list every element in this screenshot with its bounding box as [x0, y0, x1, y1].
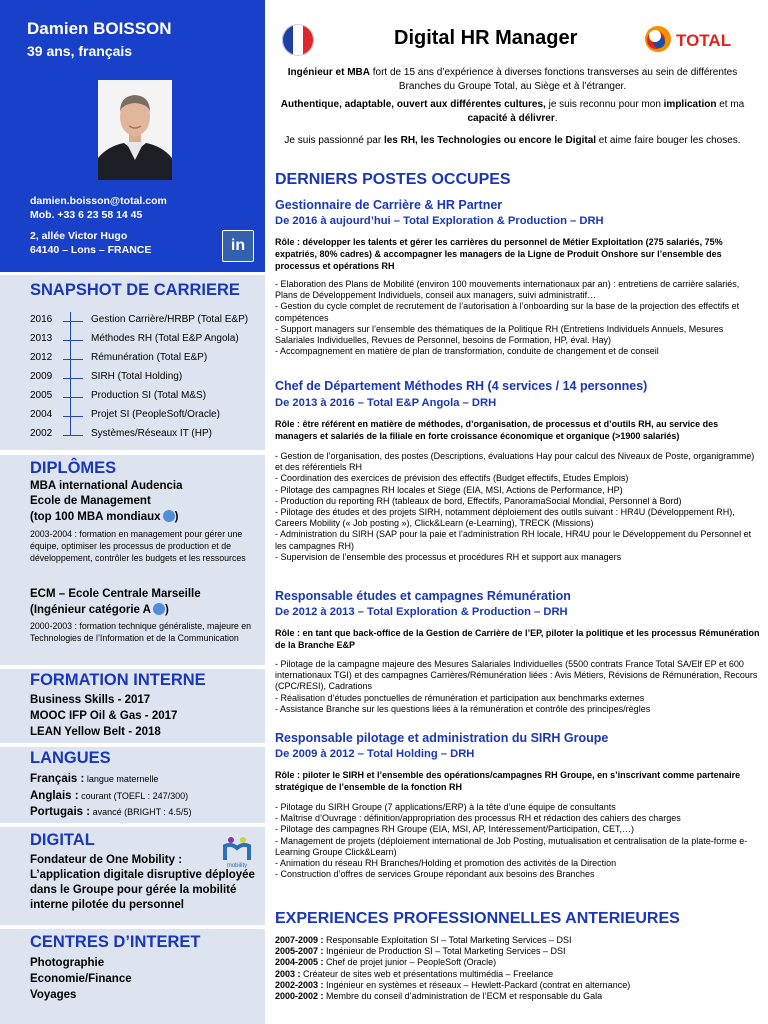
experience-period: 2004-2005 :: [275, 957, 324, 968]
position-subtitle: De 2009 à 2012 – Total Holding – DRH: [275, 748, 475, 760]
list-item: - Supervision de l’ensemble des processus et procédures RH et support aux managers: [275, 551, 622, 562]
digital-section: [0, 827, 265, 925]
interests-section: [0, 929, 265, 1024]
intro-text: fort de 15 ans d’expérience à diverses fonctions transverses au sein de différentes Branches du Groupe Total, au Siège et à l’étranger.: [369, 67, 738, 92]
list-item: - Assistance Branche sur les questions liées à la rémunération et contrôle des principes/règles: [275, 703, 651, 714]
timeline-row: [0, 426, 265, 444]
mobility-logo-text: mobility: [226, 863, 248, 868]
person-name: Damien BOISSON: [27, 19, 172, 38]
diplomas-section: [0, 455, 265, 665]
timeline-tick: [63, 416, 83, 417]
timeline-row: [0, 369, 265, 387]
language-level: courant (TOEFL : 247/300): [78, 791, 189, 801]
experience-text: Ingénieur en systèmes et réseaux – Hewlett-Packard (contrat en alternance): [323, 979, 631, 990]
position-role: Rôle : en tant que back-office de la Gestion de Carrière de l’EP, piloter la politique et les processus Rémunération de la Branche E&P: [275, 628, 760, 650]
interest-item: Photographie: [30, 957, 105, 969]
timeline-year: 2009: [30, 371, 53, 382]
position-title: Gestionnaire de Carrière & HR Partner: [275, 198, 503, 212]
internal-training-section: [0, 669, 265, 743]
timeline-row: [0, 388, 265, 406]
timeline-year: 2012: [30, 352, 53, 363]
experience-text: Ingénieur de Production SI – Total Marketing Services – DSI: [323, 946, 566, 957]
experience-period: 2003 :: [275, 968, 301, 979]
list-item: - Pilotage des campagnes RH locales et Siège (EIA, MSI, Actions de Performance, HP): [275, 484, 623, 495]
timeline-year: 2005: [30, 390, 53, 401]
timeline-year: 2016: [30, 314, 53, 325]
experience-text: Créateur de sites web et présentations multimédia – Freelance: [300, 968, 554, 979]
mobile-text: Mob. +33 6 23 58 14 45: [30, 209, 143, 221]
timeline-tick: [63, 340, 83, 341]
career-snapshot-section: [0, 275, 265, 450]
profile-header: [0, 0, 265, 272]
search-icon: [163, 510, 175, 522]
language-name: Portugais :: [30, 806, 91, 818]
search-icon: [153, 603, 165, 615]
email-text: damien.boisson@total.com: [30, 195, 167, 207]
position-subtitle: De 2016 à aujourd’hui – Total Exploration & Production – DRH: [275, 215, 604, 227]
intro-bold: Authentique, adaptable, ouvert aux différentes cultures,: [280, 99, 546, 110]
intro-text: Je suis passionné par: [284, 135, 384, 146]
list-item: - Pilotage du SIRH Groupe (7 applications/ERP) à la tête d’une équipe de consultants: [275, 802, 616, 812]
list-item: - Maîtrise d’Ouvrage : définition/appropriation des processus RH et rédaction des cahiers des charges: [275, 813, 681, 824]
intro-text: et aime faire bouger les choses.: [596, 135, 741, 146]
list-item: - Support managers sur l’ensemble des thématiques de la Politique RH (Entretiens Individuels Annuels, Mesures Salariales Individuelles, Revues de Personnel, besoins de Formation, HP, éval. Hay): [275, 323, 724, 346]
intro-text: .: [554, 113, 558, 124]
section-title: DIGITAL: [30, 831, 95, 849]
training-item: MOOC IFP Oil & Gas - 2017: [30, 710, 178, 722]
position-subtitle: De 2012 à 2013 – Total Exploration & Production – DRH: [275, 606, 568, 618]
language-item: [30, 790, 188, 802]
ecm-line-1: ECM – Ecole Centrale Marseille: [30, 588, 201, 600]
timeline-tick: [63, 378, 83, 379]
address-line-1: 2, allée Victor Hugo: [30, 230, 128, 242]
languages-section: [0, 747, 265, 823]
sidebar: [0, 0, 265, 1024]
total-logo: [642, 22, 750, 56]
experience-period: 2002-2003 :: [275, 979, 324, 990]
section-title: DERNIERS POSTES OCCUPES: [275, 171, 511, 188]
timeline-label: Rémunération (Total E&P): [91, 352, 208, 363]
experience-text: Chef de projet junior – PeopleSoft (Oracle): [323, 957, 497, 968]
training-item: LEAN Yellow Belt - 2018: [30, 726, 161, 738]
linkedin-icon[interactable]: in: [222, 230, 254, 262]
address-line-2: 64140 – Lons – FRANCE: [30, 244, 152, 256]
intro-bold: implication: [663, 99, 717, 110]
mba-line-3-text: (top 100 MBA mondiaux: [30, 511, 161, 523]
list-item: - Gestion du cycle complet de recrutement de l’autorisation à l’onboarding sur la base de la projection des effectifs et compétences: [275, 301, 740, 323]
ecm-line-2: [30, 603, 169, 617]
profile-photo: [98, 80, 172, 180]
language-name: Anglais :: [30, 790, 79, 802]
intro-paragraph-1: [275, 66, 750, 94]
list-item: - Coordination des exercices de prévision des effectifs (Budget effectifs, Etudes Emplois): [275, 473, 629, 484]
position-title: Responsable pilotage et administration du SIRH Groupe: [275, 731, 609, 745]
list-item: - Administration du SIRH (SAP pour la paie et l’administration RH locale, HR4U pour le Développement du Personnel et les campagnes RH): [275, 529, 752, 551]
list-item: - Management de projets (déploiement international de Job Posting, mutualisation et centralisation de la plate-forme e-Learning Groupe Click&Learn): [275, 835, 748, 857]
person-age: 39 ans, français: [27, 43, 133, 59]
section-title: CENTRES D’INTERET: [30, 933, 201, 951]
position-title: Responsable études et campagnes Rémunération: [275, 589, 571, 603]
position-title: Chef de Département Méthodes RH (4 services / 14 personnes): [275, 379, 648, 393]
main-content: [265, 0, 768, 1024]
total-logo-text: TOTAL: [676, 31, 732, 50]
mba-line-1: MBA international Audencia: [30, 480, 183, 492]
timeline-year: 2004: [30, 409, 53, 420]
timeline-label: Production SI (Total M&S): [91, 390, 207, 401]
timeline-label: Systèmes/Réseaux IT (HP): [91, 428, 212, 439]
timeline-tick: [63, 435, 83, 436]
ecm-line-2-text: (Ingénieur catégorie A: [30, 604, 151, 616]
previous-experience-list: [275, 935, 765, 1002]
section-title: FORMATION INTERNE: [30, 671, 206, 689]
experience-period: 2007-2009 :: [275, 935, 324, 945]
digital-text: Fondateur de One Mobility : L’application digitale disruptive déployée dans le Groupe pour gérée la mobilité interne pilotée du personnel: [30, 854, 255, 911]
position-subtitle: De 2013 à 2016 – Total E&P Angola – DRH: [275, 397, 497, 409]
list-item: - Elaboration des Plans de Mobilité (environ 100 mouvements internationaux par an) : entretiens de carrière salariés, Plans de Développement Individuels, conseil aux managers, suivi administratif…: [275, 279, 740, 301]
mba-line-3-end: ): [174, 511, 179, 523]
mba-description: 2003-2004 : formation en management pour gérer une équipe, optimiser les processus de production et de développement, contrôler les budgets et les ressources: [30, 529, 246, 563]
position-role: Rôle : piloter le SIRH et l’ensemble des opérations/campagnes RH Groupe, en s’inscrivant comme partenaire stratégique de l’ensemble de la fonction RH: [275, 770, 741, 792]
experience-text: Membre du conseil d’administration de l’ECM et responsable du Gala: [323, 991, 603, 1002]
timeline-label: Méthodes RH (Total E&P Angola): [91, 333, 239, 344]
section-title: SNAPSHOT DE CARRIERE: [30, 281, 240, 299]
section-title: DIPLÔMES: [30, 459, 117, 477]
intro-text: je suis reconnu pour mon: [545, 99, 664, 110]
experience-text: Responsable Exploitation SI – Total Marketing Services – DSI: [323, 935, 572, 945]
timeline-label: SIRH (Total Holding): [91, 371, 183, 382]
position-bullets: [275, 802, 760, 880]
position-bullets: [275, 279, 760, 357]
language-name: Français :: [30, 773, 85, 785]
intro-bold: les RH, les Technologies ou encore le Digital: [383, 135, 597, 146]
list-item: [275, 935, 765, 946]
timeline-label: Gestion Carrière/HRBP (Total E&P): [91, 314, 249, 325]
experience-period: 2000-2002 :: [275, 991, 324, 1002]
timeline-year: 2002: [30, 428, 53, 439]
list-item: - Gestion de l’organisation, des postes (Descriptions, évaluations Hay pour calcul des Niveaux de Poste, organigramme) et des référentiels RH: [275, 451, 755, 473]
list-item: [275, 946, 765, 957]
intro-paragraph-3: [275, 134, 750, 148]
timeline-tick: [63, 397, 83, 398]
experience-period: 2005-2007 :: [275, 946, 324, 957]
page-title: Digital HR Manager: [394, 27, 578, 49]
position-role: Rôle : être référent en matière de méthodes, d’organisation, de processus et d’outils RH, au service des managers et salariés de la filiale en forte croissance économique et organique (>1900 salariés): [275, 419, 719, 441]
timeline-row: [0, 331, 265, 349]
ecm-description: 2000-2003 : formation technique généraliste, majeure en Technologies de l’Information et de la Communication: [30, 621, 252, 643]
timeline-year: 2013: [30, 333, 53, 344]
position-bullets: [275, 451, 760, 563]
france-flag-icon: [282, 24, 314, 56]
intro-text: et ma: [716, 99, 745, 110]
interest-item: Voyages: [30, 989, 77, 1001]
timeline-label: Projet SI (PeopleSoft/Oracle): [91, 409, 220, 420]
training-item: Business Skills - 2017: [30, 694, 151, 706]
intro-bold: capacité à délivrer: [467, 113, 555, 124]
mba-line-2: Ecole de Management: [30, 495, 151, 507]
intro-paragraph-2: [275, 98, 750, 126]
timeline-row: [0, 350, 265, 368]
list-item: - Pilotage de la campagne majeure des Mesures Salariales Individuelles (5500 contrats France Total SA/Elf EP et 600 internationaux TGI) et des campagnes Carrières/Rémunération liées : Avis Métiers, Révisions de Rémunération, Recours (CPC/RESI), Cadrations: [275, 659, 758, 692]
list-item: - Réalisation d’études ponctuelles de rémunération et participation aux benchmarks externes: [275, 692, 645, 703]
timeline-row: [0, 312, 265, 330]
list-item: [275, 991, 765, 1002]
list-item: - Animation du réseau RH Branches/Holding et promotion des activités de la Direction: [275, 858, 617, 869]
list-item: - Accompagnement en matière de plan de transformation, conduite de changement et de conseil: [275, 346, 659, 357]
section-title: EXPERIENCES PROFESSIONNELLES ANTERIEURES: [275, 910, 680, 927]
list-item: [275, 980, 765, 991]
list-item: [275, 969, 765, 980]
language-level: avancé (BRIGHT : 4.5/5): [90, 807, 192, 817]
position-bullets: [275, 659, 760, 715]
list-item: - Production du reporting RH (tableaux de bord, Effectifs, PanoramaSocial Mondial, Personnel à Bord): [275, 495, 682, 506]
interest-item: Economie/Finance: [30, 973, 132, 985]
timeline-tick: [63, 321, 83, 322]
list-item: [275, 957, 765, 968]
timeline-row: [0, 407, 265, 425]
list-item: - Construction d’offres de services Groupe répondant aux besoins des Branches: [275, 869, 595, 880]
list-item: - Pilotage des études et des projets SIRH, notamment déploiement des outils suivant : HR4U (Développement RH), Careers Mobility (« Job posting »), Click&Learn (e-Learning), TRECK (Missions): [275, 507, 735, 529]
intro-bold: Ingénieur et MBA: [287, 67, 370, 78]
language-item: [30, 773, 158, 785]
language-item: [30, 806, 191, 818]
timeline-tick: [63, 359, 83, 360]
language-level: langue maternelle: [84, 774, 159, 784]
mba-line-3: [30, 510, 178, 524]
position-role: Rôle : développer les talents et gérer les carrières du personnel de Métier Exploitation (275 salariés, 75% expatriés, 80% cadres) & accompagner les managers de la Ligne de Produit Onshore sur l’ensemble des processus et opérations RH: [275, 237, 723, 271]
section-title: LANGUES: [30, 749, 111, 767]
list-item: - Pilotage des campagnes RH Groupe (EIA, MSI, AP, Intéressement/Participation, CET,…): [275, 824, 634, 835]
ecm-line-2-end: ): [165, 604, 169, 616]
